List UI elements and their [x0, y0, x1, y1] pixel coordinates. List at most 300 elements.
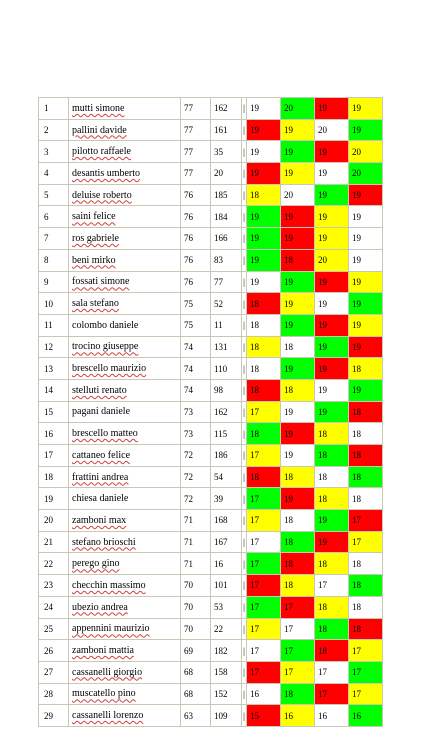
- table-row: [39, 336, 383, 358]
- score-cell-1: 18: [247, 314, 281, 336]
- score-cell-1: 16: [247, 683, 281, 705]
- total-points-cell: 68: [181, 683, 211, 705]
- score-cell-1: 17: [247, 553, 281, 575]
- bib-number-cell: 182: [211, 640, 242, 662]
- score-cell-4: 17: [349, 531, 383, 553]
- separator-cell: |: [242, 119, 247, 141]
- score-cell-3: 18: [315, 618, 349, 640]
- name-cell: [69, 141, 181, 163]
- table-row: [39, 618, 383, 640]
- rank-cell: 2: [39, 119, 69, 141]
- score-cell-4: 19: [349, 228, 383, 250]
- score-cell-3: 19: [315, 401, 349, 423]
- rank-cell: 27: [39, 661, 69, 683]
- rank-cell: 11: [39, 314, 69, 336]
- bib-number-cell: 166: [211, 228, 242, 250]
- name-cell: [69, 314, 181, 336]
- competitor-name: trocino giuseppe: [72, 341, 139, 353]
- rank-cell: 18: [39, 466, 69, 488]
- table-row: [39, 661, 383, 683]
- score-cell-4: 19: [349, 184, 383, 206]
- rank-cell: 19: [39, 488, 69, 510]
- separator-cell: |: [242, 683, 247, 705]
- competitor-name: mutti simone: [72, 102, 125, 114]
- score-cell-1: 17: [247, 445, 281, 467]
- name-cell: [69, 705, 181, 727]
- table-row: [39, 640, 383, 662]
- separator-cell: |: [242, 184, 247, 206]
- bib-number-cell: 110: [211, 358, 242, 380]
- table-row: [39, 575, 383, 597]
- bib-number-cell: 184: [211, 206, 242, 228]
- total-points-cell: 71: [181, 510, 211, 532]
- table-row: [39, 445, 383, 467]
- rank-cell: 15: [39, 401, 69, 423]
- rank-cell: 23: [39, 575, 69, 597]
- table-row: [39, 228, 383, 250]
- bib-number-cell: 186: [211, 445, 242, 467]
- separator-cell: |: [242, 640, 247, 662]
- score-cell-1: 18: [247, 423, 281, 445]
- bib-number-cell: 161: [211, 119, 242, 141]
- separator-cell: |: [242, 510, 247, 532]
- separator-cell: |: [242, 293, 247, 315]
- rank-cell: 14: [39, 379, 69, 401]
- rank-cell: 13: [39, 358, 69, 380]
- score-cell-3: 18: [315, 640, 349, 662]
- bib-number-cell: 11: [211, 314, 242, 336]
- score-cell-4: 18: [349, 553, 383, 575]
- competitor-name: frattini andrea: [72, 471, 129, 483]
- score-cell-4: 18: [349, 423, 383, 445]
- table-row: [39, 705, 383, 727]
- table-row: [39, 510, 383, 532]
- score-cell-2: 18: [281, 249, 315, 271]
- score-cell-2: 19: [281, 423, 315, 445]
- total-points-cell: 70: [181, 618, 211, 640]
- separator-cell: |: [242, 445, 247, 467]
- bib-number-cell: 152: [211, 683, 242, 705]
- name-cell: [69, 293, 181, 315]
- bib-number-cell: 131: [211, 336, 242, 358]
- score-cell-3: 18: [315, 445, 349, 467]
- score-cell-2: 18: [281, 553, 315, 575]
- separator-cell: |: [242, 705, 247, 727]
- competitor-name: sala stefano: [72, 298, 119, 310]
- score-cell-1: 17: [247, 510, 281, 532]
- bib-number-cell: 54: [211, 466, 242, 488]
- competitor-name: stelluti renato: [72, 384, 127, 396]
- score-cell-3: 19: [315, 510, 349, 532]
- separator-cell: |: [242, 379, 247, 401]
- score-cell-3: 17: [315, 575, 349, 597]
- score-cell-3: 17: [315, 683, 349, 705]
- score-cell-3: 19: [315, 379, 349, 401]
- score-cell-2: 17: [281, 596, 315, 618]
- score-cell-4: 19: [349, 206, 383, 228]
- score-cell-4: 19: [349, 293, 383, 315]
- total-points-cell: 76: [181, 184, 211, 206]
- rank-cell: 6: [39, 206, 69, 228]
- score-cell-4: 18: [349, 401, 383, 423]
- table-row: [39, 401, 383, 423]
- table-row: [39, 466, 383, 488]
- score-cell-4: 19: [349, 336, 383, 358]
- table-row: [39, 98, 383, 120]
- score-cell-3: 19: [315, 98, 349, 120]
- competitor-name: muscatello pino: [72, 688, 136, 700]
- bib-number-cell: 52: [211, 293, 242, 315]
- bib-number-cell: 35: [211, 141, 242, 163]
- total-points-cell: 69: [181, 640, 211, 662]
- competitor-name: appennini maurizio: [72, 623, 150, 635]
- score-cell-3: 19: [315, 336, 349, 358]
- score-cell-4: 16: [349, 705, 383, 727]
- name-cell: [69, 661, 181, 683]
- score-cell-1: 17: [247, 640, 281, 662]
- score-cell-4: 20: [349, 163, 383, 185]
- competitor-name: perego gino: [72, 558, 120, 570]
- score-cell-3: 18: [315, 466, 349, 488]
- name-cell: [69, 445, 181, 467]
- rank-cell: 17: [39, 445, 69, 467]
- name-cell: [69, 184, 181, 206]
- bib-number-cell: 39: [211, 488, 242, 510]
- separator-cell: |: [242, 553, 247, 575]
- score-cell-2: 19: [281, 206, 315, 228]
- name-cell: [69, 379, 181, 401]
- score-cell-1: 19: [247, 141, 281, 163]
- total-points-cell: 71: [181, 553, 211, 575]
- bib-number-cell: 101: [211, 575, 242, 597]
- total-points-cell: 76: [181, 206, 211, 228]
- rank-cell: 25: [39, 618, 69, 640]
- total-points-cell: 74: [181, 358, 211, 380]
- rank-cell: 16: [39, 423, 69, 445]
- table-row: [39, 379, 383, 401]
- score-cell-3: 19: [315, 184, 349, 206]
- score-cell-3: 19: [315, 163, 349, 185]
- score-cell-4: 19: [349, 314, 383, 336]
- score-cell-1: 17: [247, 596, 281, 618]
- competitor-name: deluise roberto: [72, 189, 132, 201]
- score-cell-2: 18: [281, 575, 315, 597]
- table-row: [39, 141, 383, 163]
- bib-number-cell: 22: [211, 618, 242, 640]
- rank-cell: 1: [39, 98, 69, 120]
- rank-cell: 21: [39, 531, 69, 553]
- score-cell-2: 19: [281, 293, 315, 315]
- table-row: [39, 184, 383, 206]
- table-row: [39, 423, 383, 445]
- competitor-name: chiesa daniele: [72, 493, 129, 505]
- score-cell-4: 19: [349, 379, 383, 401]
- total-points-cell: 76: [181, 228, 211, 250]
- separator-cell: |: [242, 314, 247, 336]
- total-points-cell: 72: [181, 488, 211, 510]
- score-cell-1: 19: [247, 163, 281, 185]
- rank-cell: 26: [39, 640, 69, 662]
- score-cell-2: 19: [281, 358, 315, 380]
- table-row: [39, 314, 383, 336]
- separator-cell: |: [242, 661, 247, 683]
- score-cell-2: 18: [281, 510, 315, 532]
- score-cell-4: 19: [349, 249, 383, 271]
- name-cell: [69, 618, 181, 640]
- name-cell: [69, 423, 181, 445]
- table-row: [39, 358, 383, 380]
- score-cell-2: 17: [281, 640, 315, 662]
- score-cell-1: 19: [247, 228, 281, 250]
- name-cell: [69, 271, 181, 293]
- bib-number-cell: 162: [211, 98, 242, 120]
- name-cell: [69, 336, 181, 358]
- score-cell-4: 18: [349, 596, 383, 618]
- score-cell-3: 19: [315, 206, 349, 228]
- total-points-cell: 74: [181, 336, 211, 358]
- rank-cell: 24: [39, 596, 69, 618]
- score-cell-4: 18: [349, 445, 383, 467]
- score-cell-4: 20: [349, 141, 383, 163]
- results-table: [38, 97, 383, 727]
- score-cell-2: 20: [281, 98, 315, 120]
- table-row: [39, 531, 383, 553]
- score-cell-1: 19: [247, 119, 281, 141]
- score-cell-1: 19: [247, 98, 281, 120]
- score-cell-2: 19: [281, 141, 315, 163]
- score-cell-1: 15: [247, 705, 281, 727]
- competitor-name: ubezio andrea: [72, 601, 128, 613]
- name-cell: [69, 163, 181, 185]
- bib-number-cell: 109: [211, 705, 242, 727]
- score-cell-2: 20: [281, 184, 315, 206]
- competitor-name: pallini davide: [72, 124, 127, 136]
- name-cell: [69, 575, 181, 597]
- score-cell-1: 18: [247, 466, 281, 488]
- total-points-cell: 68: [181, 661, 211, 683]
- table-row: [39, 488, 383, 510]
- competitor-name: desantis umberto: [72, 167, 141, 179]
- rank-cell: 28: [39, 683, 69, 705]
- rank-cell: 12: [39, 336, 69, 358]
- table-row: [39, 553, 383, 575]
- competitor-name: brescello maurizio: [72, 363, 147, 375]
- score-cell-1: 17: [247, 618, 281, 640]
- competitor-name: brescello matteo: [72, 428, 138, 440]
- score-cell-2: 19: [281, 228, 315, 250]
- score-cell-4: 18: [349, 618, 383, 640]
- separator-cell: |: [242, 98, 247, 120]
- score-cell-2: 17: [281, 661, 315, 683]
- table-row: [39, 293, 383, 315]
- score-cell-4: 19: [349, 98, 383, 120]
- results-table-body: [39, 98, 383, 727]
- total-points-cell: 72: [181, 445, 211, 467]
- score-cell-3: 20: [315, 249, 349, 271]
- score-cell-2: 19: [281, 271, 315, 293]
- total-points-cell: 75: [181, 314, 211, 336]
- bib-number-cell: 83: [211, 249, 242, 271]
- table-row: [39, 206, 383, 228]
- name-cell: [69, 510, 181, 532]
- score-cell-2: 18: [281, 379, 315, 401]
- rank-cell: 4: [39, 163, 69, 185]
- score-cell-4: 17: [349, 661, 383, 683]
- name-cell: [69, 228, 181, 250]
- rank-cell: 8: [39, 249, 69, 271]
- score-cell-1: 18: [247, 293, 281, 315]
- separator-cell: |: [242, 488, 247, 510]
- separator-cell: |: [242, 358, 247, 380]
- separator-cell: |: [242, 206, 247, 228]
- total-points-cell: 77: [181, 119, 211, 141]
- score-cell-3: 18: [315, 488, 349, 510]
- table-row: [39, 163, 383, 185]
- total-points-cell: 76: [181, 249, 211, 271]
- score-cell-2: 16: [281, 705, 315, 727]
- score-cell-3: 18: [315, 423, 349, 445]
- competitor-name: cattaneo felice: [72, 449, 131, 461]
- total-points-cell: 76: [181, 271, 211, 293]
- score-cell-2: 18: [281, 466, 315, 488]
- bib-number-cell: 158: [211, 661, 242, 683]
- total-points-cell: 74: [181, 379, 211, 401]
- score-cell-4: 18: [349, 358, 383, 380]
- table-row: [39, 271, 383, 293]
- separator-cell: |: [242, 141, 247, 163]
- score-cell-4: 19: [349, 271, 383, 293]
- total-points-cell: 77: [181, 163, 211, 185]
- separator-cell: |: [242, 531, 247, 553]
- name-cell: [69, 206, 181, 228]
- separator-cell: |: [242, 336, 247, 358]
- score-cell-2: 17: [281, 618, 315, 640]
- score-cell-3: 20: [315, 119, 349, 141]
- separator-cell: |: [242, 401, 247, 423]
- separator-cell: |: [242, 228, 247, 250]
- rank-cell: 10: [39, 293, 69, 315]
- score-cell-2: 19: [281, 314, 315, 336]
- name-cell: [69, 596, 181, 618]
- bib-number-cell: 20: [211, 163, 242, 185]
- score-cell-2: 19: [281, 163, 315, 185]
- separator-cell: |: [242, 249, 247, 271]
- total-points-cell: 70: [181, 596, 211, 618]
- competitor-name: colombo daniele: [72, 319, 139, 331]
- separator-cell: |: [242, 163, 247, 185]
- table-row: [39, 249, 383, 271]
- name-cell: [69, 553, 181, 575]
- score-cell-3: 18: [315, 553, 349, 575]
- score-cell-4: 17: [349, 683, 383, 705]
- bib-number-cell: 16: [211, 553, 242, 575]
- score-cell-1: 17: [247, 531, 281, 553]
- competitor-name: ros gabriele: [72, 232, 119, 244]
- bib-number-cell: 53: [211, 596, 242, 618]
- score-cell-1: 18: [247, 358, 281, 380]
- score-cell-2: 18: [281, 336, 315, 358]
- score-cell-4: 17: [349, 640, 383, 662]
- rank-cell: 20: [39, 510, 69, 532]
- score-cell-4: 19: [349, 119, 383, 141]
- total-points-cell: 73: [181, 401, 211, 423]
- competitor-name: stefano brioschi: [72, 536, 136, 548]
- separator-cell: |: [242, 423, 247, 445]
- separator-cell: |: [242, 575, 247, 597]
- table-row: [39, 683, 383, 705]
- score-cell-1: 17: [247, 575, 281, 597]
- score-cell-3: 19: [315, 141, 349, 163]
- score-cell-1: 19: [247, 206, 281, 228]
- bib-number-cell: 168: [211, 510, 242, 532]
- competitor-name: saini felice: [72, 211, 116, 223]
- score-cell-4: 18: [349, 466, 383, 488]
- separator-cell: |: [242, 466, 247, 488]
- score-cell-1: 19: [247, 249, 281, 271]
- rank-cell: 5: [39, 184, 69, 206]
- name-cell: [69, 119, 181, 141]
- name-cell: [69, 488, 181, 510]
- total-points-cell: 71: [181, 531, 211, 553]
- score-cell-2: 18: [281, 683, 315, 705]
- total-points-cell: 77: [181, 141, 211, 163]
- score-cell-3: 19: [315, 314, 349, 336]
- score-cell-3: 17: [315, 661, 349, 683]
- score-cell-2: 19: [281, 401, 315, 423]
- score-cell-2: 19: [281, 119, 315, 141]
- score-cell-3: 18: [315, 596, 349, 618]
- name-cell: [69, 98, 181, 120]
- score-cell-4: 18: [349, 488, 383, 510]
- score-cell-2: 19: [281, 488, 315, 510]
- bib-number-cell: 115: [211, 423, 242, 445]
- name-cell: [69, 249, 181, 271]
- separator-cell: |: [242, 596, 247, 618]
- total-points-cell: 70: [181, 575, 211, 597]
- competitor-name: beni mirko: [72, 254, 116, 266]
- competitor-name: pilotto raffaele: [72, 146, 131, 158]
- name-cell: [69, 466, 181, 488]
- competitor-name: cassanelli lorenzo: [72, 710, 144, 722]
- results-table-container: [38, 97, 383, 727]
- score-cell-3: 19: [315, 358, 349, 380]
- score-cell-1: 17: [247, 488, 281, 510]
- name-cell: [69, 358, 181, 380]
- rank-cell: 7: [39, 228, 69, 250]
- rank-cell: 29: [39, 705, 69, 727]
- total-points-cell: 73: [181, 423, 211, 445]
- score-cell-3: 19: [315, 293, 349, 315]
- score-cell-1: 18: [247, 184, 281, 206]
- name-cell: [69, 401, 181, 423]
- score-cell-1: 17: [247, 661, 281, 683]
- competitor-name: cassanelli giorgio: [72, 666, 143, 678]
- name-cell: [69, 531, 181, 553]
- rank-cell: 3: [39, 141, 69, 163]
- total-points-cell: 75: [181, 293, 211, 315]
- score-cell-3: 19: [315, 228, 349, 250]
- competitor-name: fossati simone: [72, 276, 130, 288]
- score-cell-1: 18: [247, 336, 281, 358]
- score-cell-4: 18: [349, 575, 383, 597]
- rank-cell: 22: [39, 553, 69, 575]
- competitor-name: pagani daniele: [72, 406, 131, 418]
- bib-number-cell: 77: [211, 271, 242, 293]
- total-points-cell: 77: [181, 98, 211, 120]
- competitor-name: checchin massimo: [72, 579, 146, 591]
- rank-cell: 9: [39, 271, 69, 293]
- name-cell: [69, 683, 181, 705]
